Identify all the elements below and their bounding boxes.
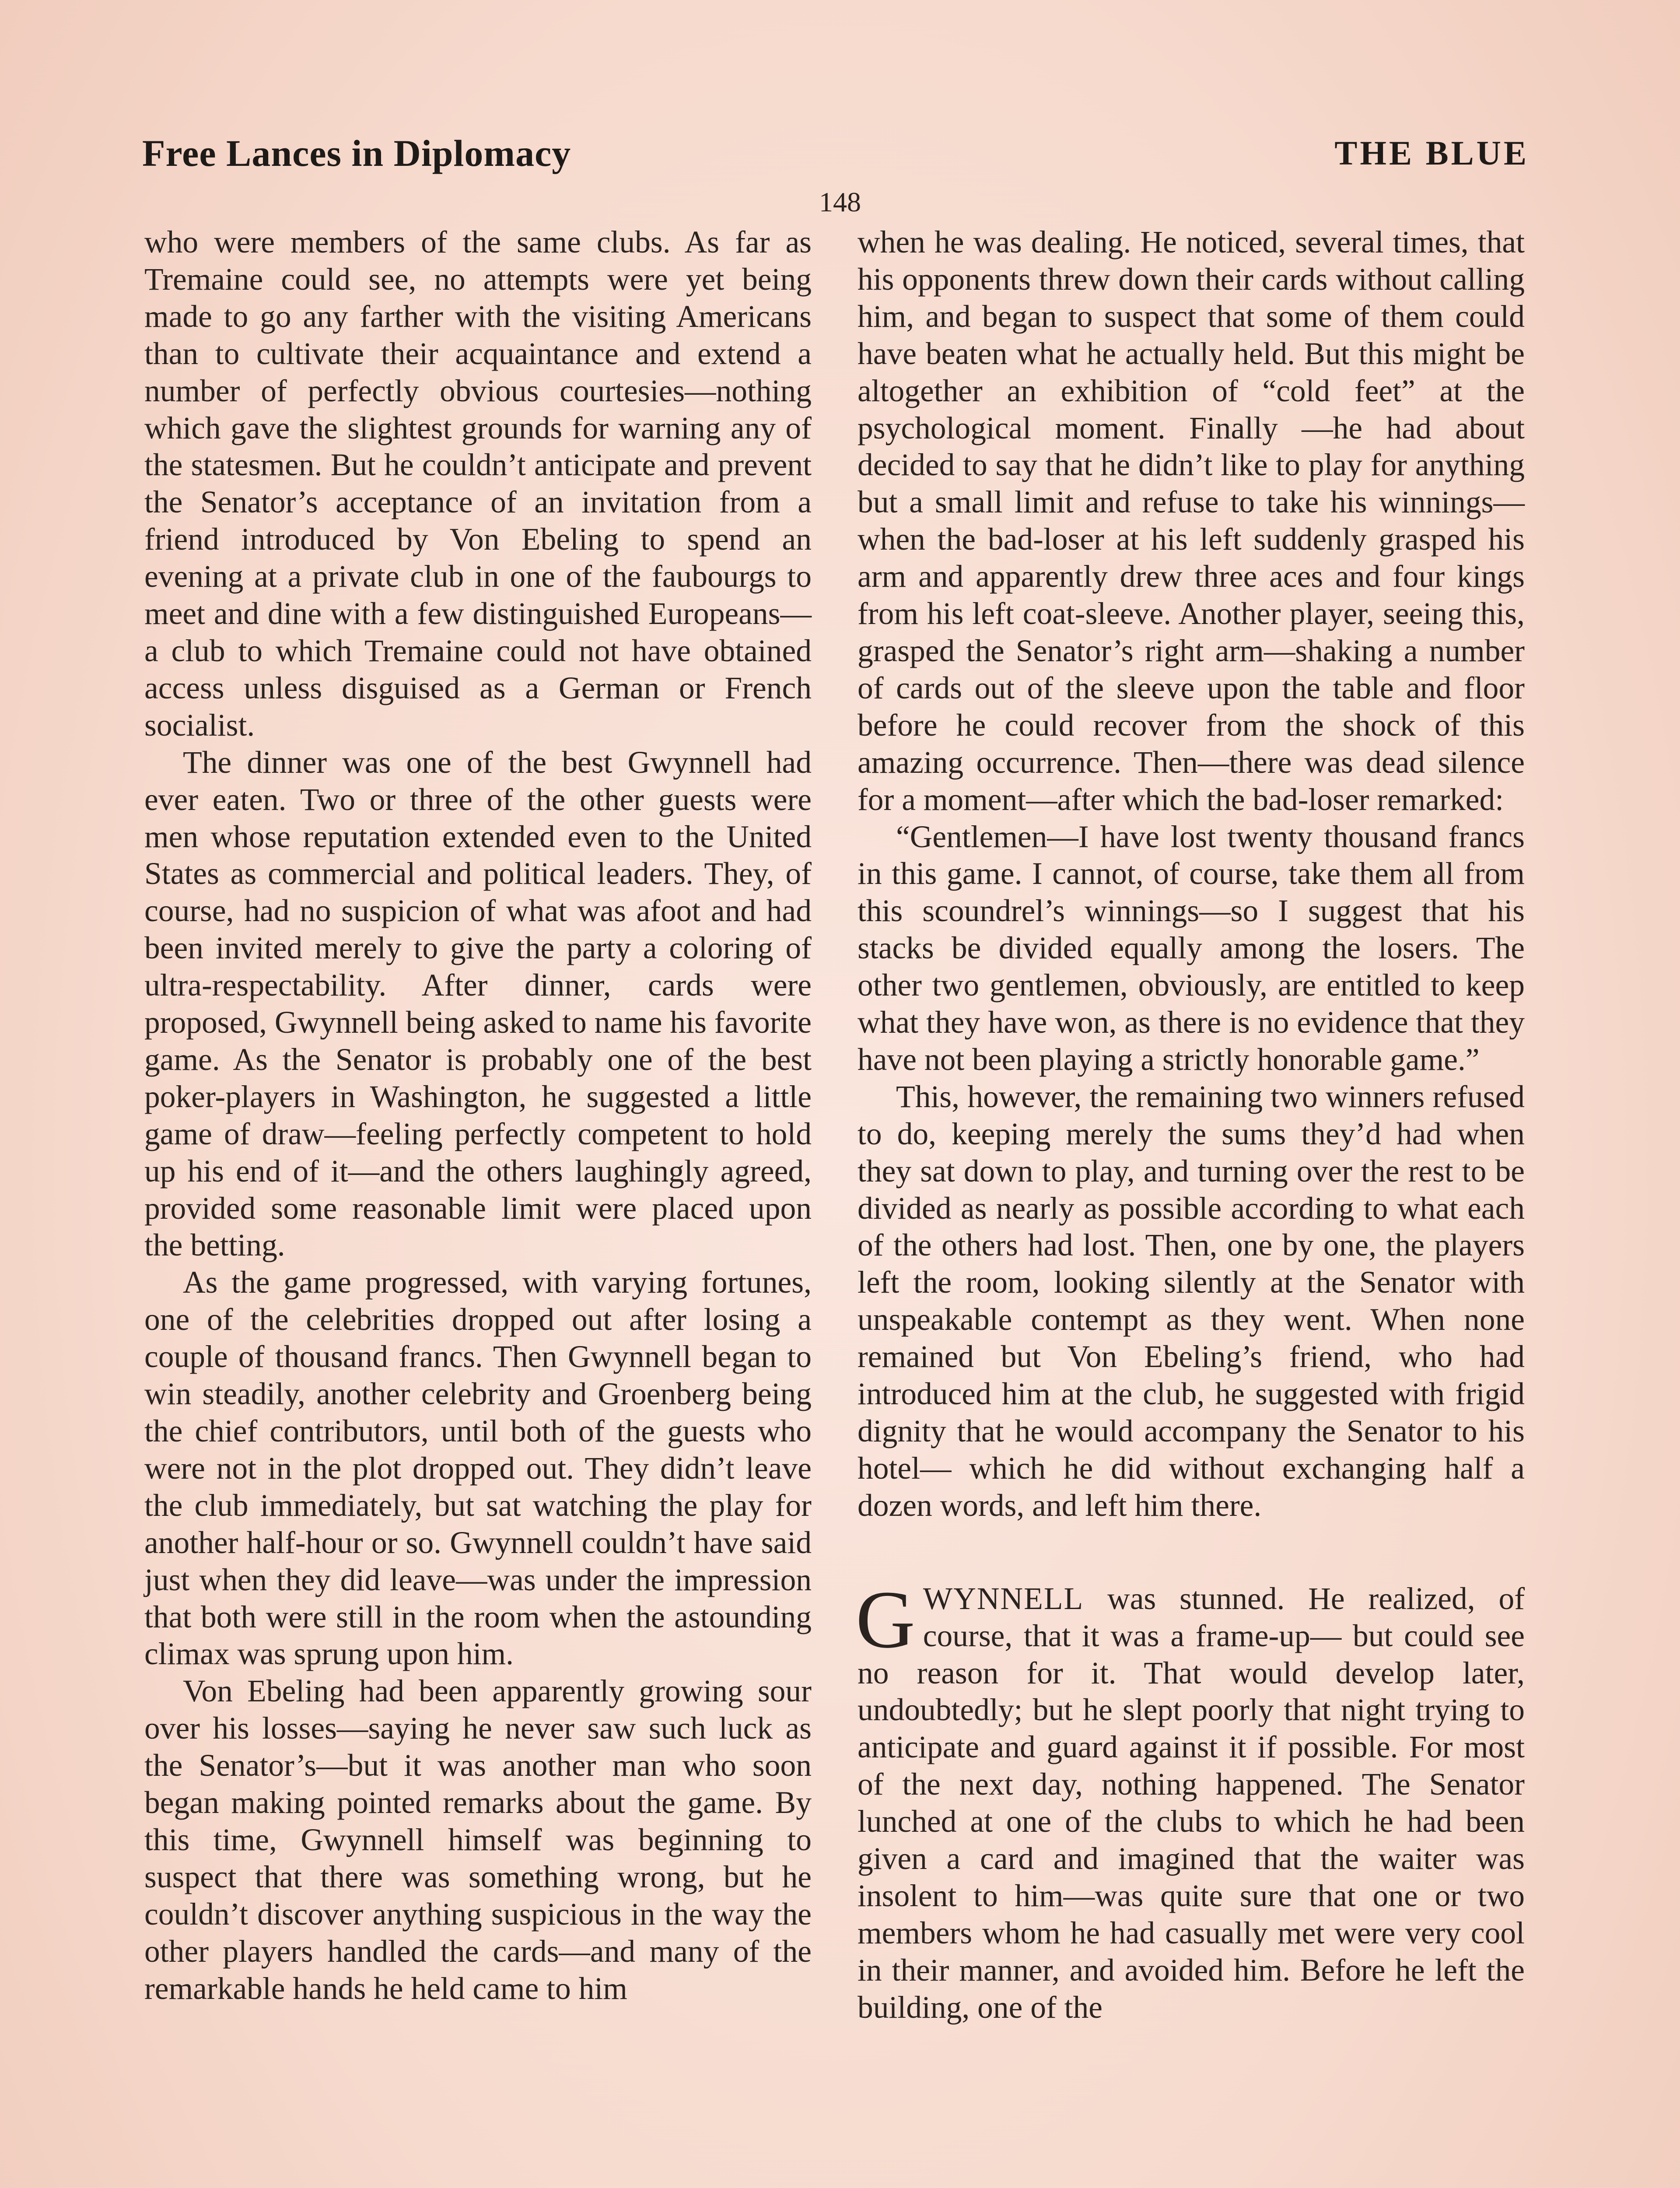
right-column bbox=[858, 224, 1525, 2027]
left-column bbox=[144, 224, 812, 2008]
magazine-title: THE BLUE bbox=[1334, 134, 1529, 172]
paragraph: who were members of the same clubs. As far as Tremaine could see, no attempts were yet being made to go any farther with the visiting Americans than to cultivate their acquaintance and extend a number of perfectly obvious courtesies—nothing which gave the slightest grounds for warning any of the statesmen. But he couldn’t anticipate and prevent the Senator’s acceptance of an invitation from a friend introduced by Von Ebeling to spend an evening at a private club in one of the faubourgs to meet and dine with a few distinguished Europeans—a club to which Tremaine could not have obtained access unless disguised as a German or French socialist. bbox=[144, 225, 812, 743]
section-opening-paragraph bbox=[856, 1573, 1525, 2027]
drop-cap: G bbox=[856, 1573, 915, 1665]
paragraph: Von Ebeling had been apparently growing sour over his losses—saying he never saw such luck as the Senator’s—but it was another man who soon began making pointed remarks about the game. By this time, Gwynnell himself was beginning to suspect that there was something wrong, but he couldn’t discover anything suspicious in the way the other players handled the cards—and many of the remarkable hands he held came to him bbox=[144, 1674, 812, 2006]
small-caps-lead: WYNNELL bbox=[923, 1581, 1084, 1616]
paragraph: This, however, the remaining two winners refused to do, keeping merely the sums they’d had when they sat down to play, and turning over the rest to be divided as nearly as possible according to what each of the others had lost. Then, one by one, the players left the room, looking silently at the Senator with unspeakable contempt as they went. When none remained but Von Ebeling’s friend, who had introduced him at the club, he suggested with frigid dignity that he would accompany the Senator to his hotel— which he did without exchanging half a dozen words, and left him there. bbox=[858, 1079, 1525, 1523]
paragraph: “Gentlemen—I have lost twenty thousand francs in this game. I cannot, of course, take them all from this scoundrel’s winnings—so I suggest that his stacks be divided equally among the losers. The other two gentlemen, obviously, are entitled to keep what they have won, as there is no evidence that they have not been playing a strictly honorable game.” bbox=[858, 819, 1525, 1077]
paragraph: when he was dealing. He noticed, several times, that his opponents threw down their cards without calling him, and began to suspect that some of them could have beaten what he actually held. But this might be altogether an exhibition of “cold feet” at the psychological moment. Finally —he had about decided to say that he didn’t like to play for anything but a small limit and refuse to take his winnings— when the bad-loser at his left suddenly grasped his arm and apparently drew three aces and four kings from his left coat-sleeve. Another player, seeing this, grasped the Senator’s right arm—shaking a number of cards out of the sleeve upon the table and floor before he could recover from the shock of this amazing occurrence. Then—there was dead silence for a moment—after which the bad-loser remarked: bbox=[858, 225, 1525, 817]
running-title: Free Lances in Diplomacy bbox=[142, 132, 571, 174]
paragraph-text: was stunned. He realized, of course, that it was a frame-up— but could see no reason for it. That would develop later, undoubtedly; but he slept poorly that night trying to anticipate and guard against it if possible. For most of the next day, nothing happened. The Senator lunched at one of the clubs to which he had been given a card and imagined that the waiter was insolent to him—was quite sure that one or two members whom he had casually met were very cool in their manner, and avoided him. Before he left the building, one of the bbox=[858, 1581, 1525, 2025]
page-number: 148 bbox=[819, 186, 861, 217]
paragraph: The dinner was one of the best Gwynnell had ever eaten. Two or three of the other guests were men whose reputation extended even to the United States as commercial and political leaders. They, of course, had no suspicion of what was afoot and had been invited merely to give the party a coloring of ultra-respectability. After dinner, cards were proposed, Gwynnell being asked to name his favorite game. As the Senator is probably one of the best poker-players in Washington, he suggested a little game of draw—feeling perfectly competent to hold up his end of it—and the others laughingly agreed, provided some reasonable limit were placed upon the betting. bbox=[144, 745, 812, 1263]
paragraph: As the game progressed, with varying fortunes, one of the celebrities dropped out after losing a couple of thousand francs. Then Gwynnell began to win steadily, another celebrity and Groenberg being the chief contributors, until both of the guests who were not in the plot dropped out. They didn’t leave the club immediately, but sat watching the play for another half-hour or so. Gwynnell couldn’t have said just when they did leave—was under the impression that both were still in the room when the astounding climax was sprung upon him. bbox=[144, 1265, 812, 1672]
